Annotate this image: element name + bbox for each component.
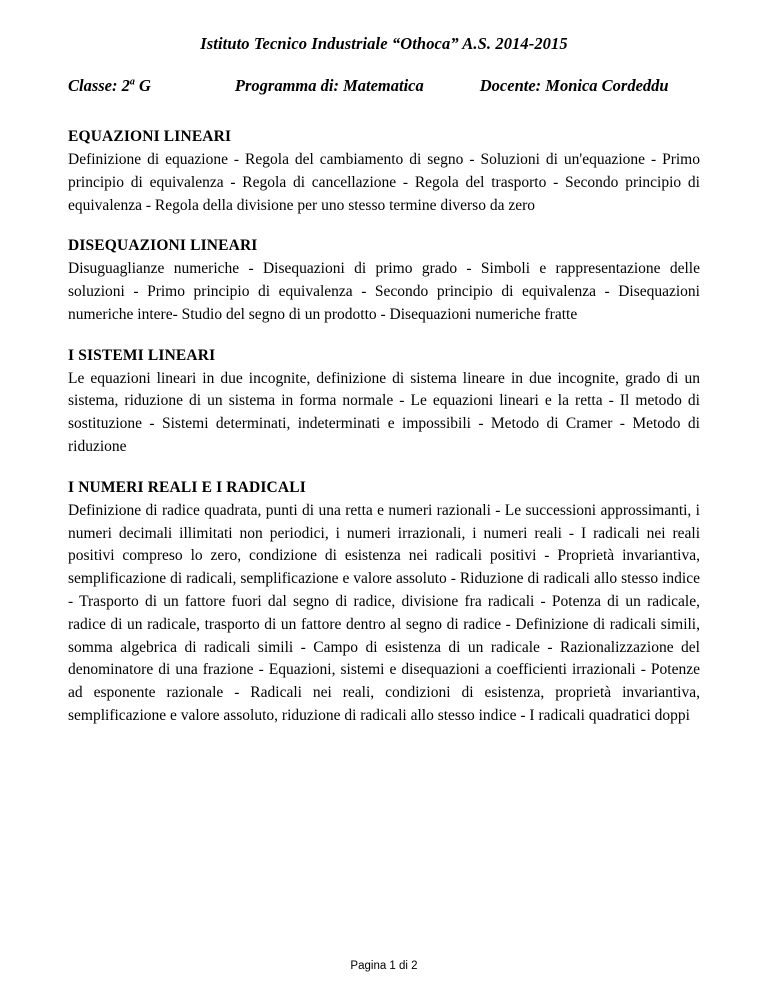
teacher-field: Docente: Monica Cordeddu (479, 76, 669, 95)
section-body: Definizione di radice quadrata, punti di una retta e numeri razionali - Le successioni approssimanti, i numeri decimali illimitati non periodici, i numeri irrazionali, i numeri reali - I radicali nei reali positivi compreso lo zero, condizione di esistenza nei radicali positivi - Proprietà invariantiva, semplificazione di radicali, semplificazione e valore assoluto - Riduzione di radicali allo stesso indice - Trasporto di un fattore fuori dal segno di radice, divisione fra radicali - Potenza di un radicale, radice di un radicale, trasporto di un fattore dentro al segno di radice - Definizione di radicali simili, somma algebrica di radicali simili - Campo di esistenza di un radicale - Razionalizzazione del denominatore di una frazione - Equazioni, sistemi e disequazioni a coefficienti irrazionali - Potenze ad esponente razionale - Radicali nei reali, condizioni di esistenza, proprietà invariantiva, semplificazione e valore assoluto, riduzione di radicali allo stesso indice - I radicali quadratici doppi (68, 501, 700, 724)
section-i-sistemi-lineari (68, 347, 700, 459)
section-heading: EQUAZIONI LINEARI (68, 128, 232, 145)
program-field: Programma di: Matematica (234, 76, 424, 95)
class-field (68, 76, 151, 96)
section-body: Definizione di equazione - Regola del cambiamento di segno - Soluzioni di un'equazione - Primo principio di equivalenza - Regola di cancellazione - Regola del trasporto - Secondo principio di equivalenza - Regola della divisione per uno stesso termine diverso da zero (68, 151, 700, 214)
section-body: Le equazioni lineari in due incognite, definizione di sistema lineare in due incognite, grado di un sistema, riduzione di un sistema in forma normale - Le equazioni lineari e la retta - Il metodo di sostituzione - Sistemi determinati, indeterminati e impossibili - Metodo di Cramer - Metodo di riduzione (68, 369, 700, 456)
section-equazioni-lineari (68, 128, 700, 217)
section-heading: DISEQUAZIONI LINEARI (68, 237, 258, 255)
section-heading: I NUMERI REALI E I RADICALI (68, 478, 306, 496)
page-title: Istituto Tecnico Industriale “Othoca” A.S. 2014-2015 (200, 34, 568, 53)
section-i-numeri-reali-e-i-radicali (68, 479, 700, 728)
section-disequazioni-lineari (68, 237, 700, 326)
section-body: Disuguaglianze numeriche - Disequazioni di primo grado - Simboli e rappresentazione delle soluzioni - Primo principio di equivalenza - Secondo principio di equivalenza - Disequazioni numeriche intere- Studio del segno di un prodotto - Disequazioni numeriche fratte (68, 260, 700, 323)
class-label: Classe: 2 (68, 76, 130, 95)
class-section: G (134, 76, 151, 95)
document-meta (68, 76, 700, 96)
page-footer: Pagina 1 di 2 (350, 960, 418, 972)
section-heading: I SISTEMI LINEARI (68, 346, 216, 364)
class-ordinal-suffix: a (129, 76, 135, 88)
